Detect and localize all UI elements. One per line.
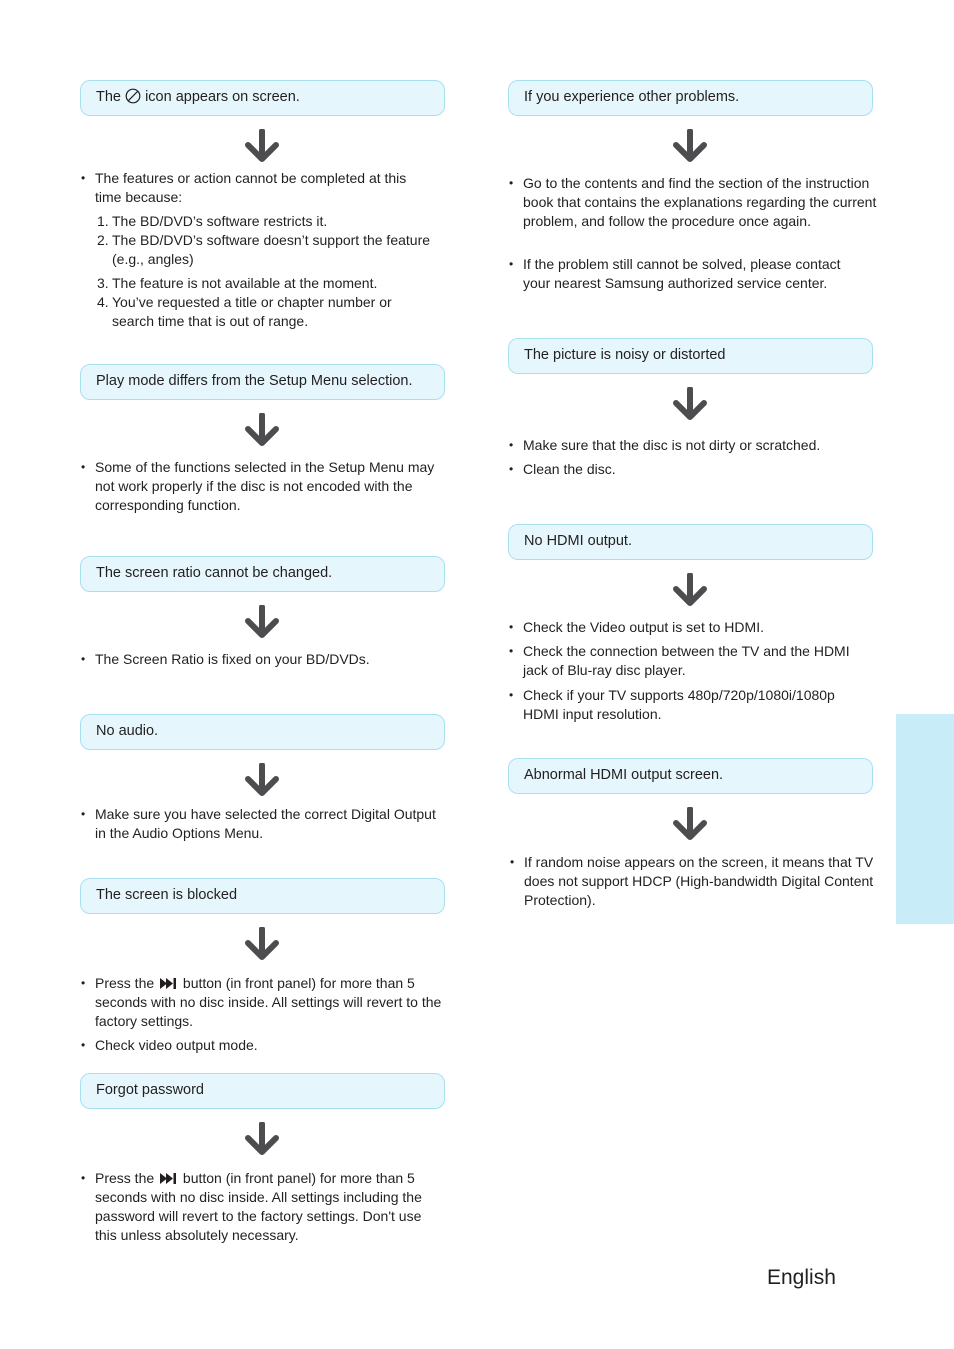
problem-title: Abnormal HDMI output screen. xyxy=(524,767,724,783)
solution-bullet: • Press the button (in front panel) for more than 5 seconds with no disc inside. All settings including the password will revert to the factory settings. Don't use this unless absolutely necessary. xyxy=(81,1170,422,1243)
language-label: English xyxy=(767,1266,836,1289)
problem-title: If you experience other problems. xyxy=(524,89,740,105)
no-entry-icon xyxy=(125,88,141,104)
problem-box-screen-ratio xyxy=(80,556,445,592)
down-arrow-icon xyxy=(244,1122,280,1156)
solution-bullet: • Check if your TV supports 480p/720p/1080i/1080p HDMI input resolution. xyxy=(509,687,835,722)
solution-bullet: • Go to the contents and find the section of the instruction book that contains the explanations regarding the current problem, and follow the procedure once again. xyxy=(509,175,877,229)
solution-bullet: • Press the button (in front panel) for more than 5 seconds with no disc inside. All settings will revert to the factory settings. xyxy=(81,975,442,1029)
section-side-tab xyxy=(896,714,954,924)
down-arrow-icon xyxy=(244,129,280,163)
problem-title: Forgot password xyxy=(96,1082,204,1098)
problem-box-picture-noisy xyxy=(508,338,873,374)
down-arrow-icon xyxy=(672,807,708,841)
problem-box-abnormal-hdmi xyxy=(508,758,873,794)
skip-next-icon xyxy=(160,1173,177,1184)
solution-bullet: • If the problem still cannot be solved, please contact your nearest Samsung authorized service center. xyxy=(509,256,841,291)
problem-title-suffix: icon appears on screen. xyxy=(145,89,300,105)
problem-box-screen-blocked xyxy=(80,878,445,914)
down-arrow-icon xyxy=(244,763,280,797)
problem-title: Play mode differs from the Setup Menu selection. xyxy=(96,373,413,389)
reason-item-1: 1. The BD/DVD’s software restricts it. xyxy=(97,213,328,229)
problem-box-icon-appears xyxy=(80,80,445,116)
solution-bullet: • Check the Video output is set to HDMI. xyxy=(509,619,764,635)
skip-next-icon xyxy=(160,978,177,989)
down-arrow-icon xyxy=(672,387,708,421)
down-arrow-icon xyxy=(244,413,280,447)
solution-bullet: • Check the connection between the TV and the HDMI jack of Blu-ray disc player. xyxy=(509,643,850,678)
solution-bullet: • The features or action cannot be completed at this time because: xyxy=(81,170,407,205)
solution-bullet: • If random noise appears on the screen, it means that TV does not support HDCP (High-bandwidth Digital Content Protection). xyxy=(510,854,874,908)
problem-title: The screen ratio cannot be changed. xyxy=(96,565,333,581)
reason-item-3: 3. The feature is not available at the moment. xyxy=(97,275,378,291)
problem-box-play-mode xyxy=(80,364,445,400)
solution-bullet: • Clean the disc. xyxy=(509,461,616,477)
down-arrow-icon xyxy=(244,605,280,639)
down-arrow-icon xyxy=(672,129,708,163)
problem-box-other-problems xyxy=(508,80,873,116)
problem-title: No HDMI output. xyxy=(524,533,632,549)
down-arrow-icon xyxy=(244,927,280,961)
problem-box-no-hdmi xyxy=(508,524,873,560)
problem-title: No audio. xyxy=(96,723,159,739)
solution-bullet: • Check video output mode. xyxy=(81,1037,258,1053)
reason-item-4: 4. You’ve requested a title or chapter number or search time that is out of range. xyxy=(97,294,392,329)
problem-title: The screen is blocked xyxy=(96,887,238,903)
solution-bullet: • Make sure that the disc is not dirty or scratched. xyxy=(509,437,821,453)
solution-bullet: • Make sure you have selected the correct Digital Output in the Audio Options Menu. xyxy=(81,806,436,841)
solution-bullet: • The Screen Ratio is fixed on your BD/DVDs. xyxy=(81,651,370,667)
problem-title: The picture is noisy or distorted xyxy=(524,347,726,363)
problem-box-no-audio xyxy=(80,714,445,750)
reason-item-2: 2. The BD/DVD’s software doesn’t support the feature (e.g., angles) xyxy=(97,232,431,267)
down-arrow-icon xyxy=(672,573,708,607)
problem-box-forgot-password xyxy=(80,1073,445,1109)
problem-title-prefix: The xyxy=(96,89,121,105)
solution-bullet: • Some of the functions selected in the Setup Menu may not work properly if the disc is not encoded with the corresponding function. xyxy=(81,459,435,513)
